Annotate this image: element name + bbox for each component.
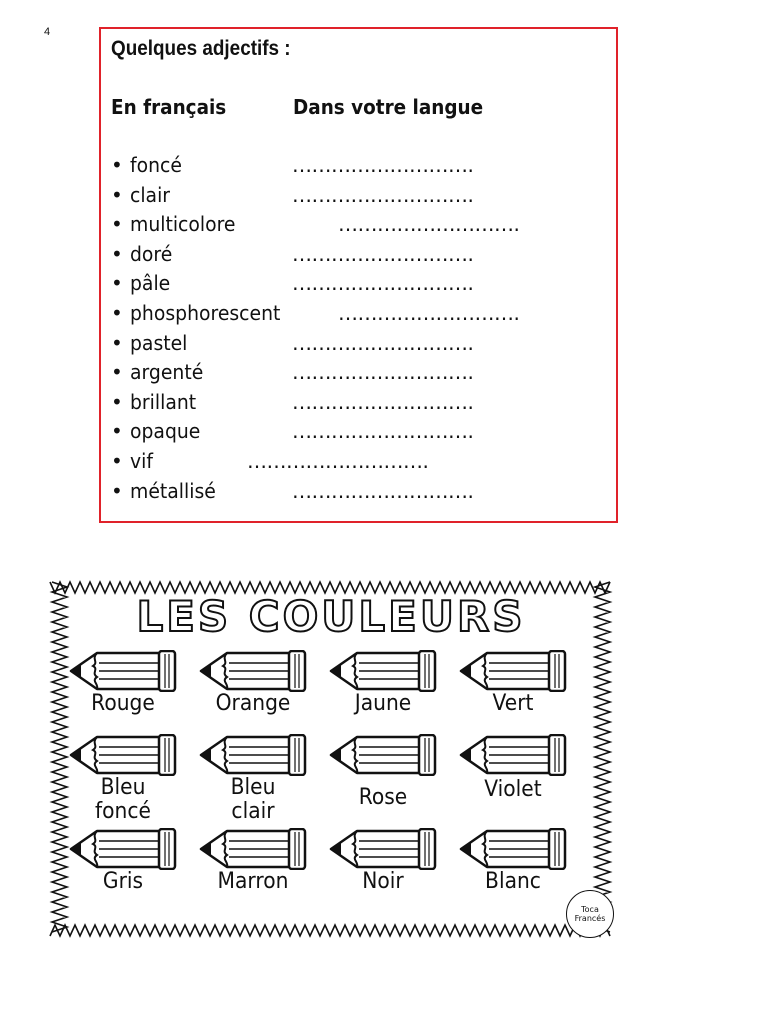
pencil-icon: [457, 650, 569, 692]
color-card: [448, 828, 578, 894]
list-item: [111, 183, 611, 213]
bullet-icon: •: [111, 478, 123, 503]
logo-text-line1: Toca: [581, 905, 599, 914]
adjective-word: phosphorescent: [130, 300, 281, 325]
list-item: [111, 419, 611, 449]
color-card: [58, 734, 188, 824]
list-item: [111, 212, 611, 242]
list-item: [111, 242, 611, 272]
adjectives-title: Quelques adjectifs :: [111, 37, 291, 60]
adjective-list: [111, 153, 611, 508]
adjective-word: opaque: [130, 419, 201, 444]
adjective-word: foncé: [130, 153, 182, 177]
color-card: [58, 650, 188, 716]
color-label: Bleu foncé: [95, 775, 151, 824]
color-label: Jaune: [354, 691, 412, 716]
pencil-icon: [67, 650, 179, 692]
color-label: Orange: [215, 691, 291, 716]
pencil-icon: [457, 828, 569, 870]
zigzag-edge: [50, 925, 610, 936]
adjective-word: brillant: [130, 389, 197, 414]
color-card: [448, 734, 578, 802]
pencil-icon: [327, 650, 439, 692]
color-card: [58, 828, 188, 894]
color-card: [188, 828, 318, 894]
bullet-icon: •: [111, 182, 123, 207]
answer-blank[interactable]: ……………………….: [292, 271, 474, 296]
bullet-icon: •: [111, 419, 123, 444]
colors-poster: [46, 578, 616, 940]
bullet-icon: •: [111, 389, 123, 414]
color-card: [318, 828, 448, 894]
list-item: [111, 301, 611, 331]
toca-frances-logo: [566, 890, 614, 938]
bullet-icon: •: [111, 300, 123, 325]
answer-blank[interactable]: ……………………….: [292, 330, 474, 355]
adjective-word: argenté: [130, 360, 204, 385]
adjective-word: pâle: [130, 271, 171, 296]
color-label: Marron: [217, 869, 289, 894]
list-item: [111, 271, 611, 301]
bullet-icon: •: [111, 360, 123, 385]
pencil-icon: [197, 650, 309, 692]
color-label: Noir: [362, 869, 404, 894]
logo-text-line2: Francés: [574, 914, 606, 923]
color-card: [318, 734, 448, 810]
color-card: [318, 650, 448, 716]
bullet-icon: •: [111, 271, 123, 296]
answer-blank[interactable]: ……………………….: [292, 241, 474, 266]
page-number: 4: [44, 26, 51, 38]
answer-blank[interactable]: ……………………….: [292, 182, 474, 207]
adjective-word: clair: [130, 182, 171, 207]
pencil-icon: [197, 828, 309, 870]
list-item: [111, 360, 611, 390]
list-item: [111, 479, 611, 509]
bullet-icon: •: [111, 330, 123, 355]
pencil-icon: [67, 828, 179, 870]
adjective-word: vif: [130, 448, 153, 473]
adjective-word: métallisé: [130, 478, 216, 503]
pencil-icon: [67, 734, 179, 776]
bullet-icon: •: [111, 448, 123, 473]
answer-blank[interactable]: ……………………….: [292, 419, 474, 444]
colors-title: LES COULEURS: [136, 592, 526, 641]
answer-blank[interactable]: ……………………….: [292, 153, 474, 177]
adjective-word: pastel: [130, 330, 188, 355]
list-item: [111, 449, 611, 479]
adjective-word: multicolore: [130, 212, 236, 237]
color-label: Blanc: [485, 869, 541, 894]
color-card: [188, 650, 318, 716]
header-french: En français: [111, 95, 227, 119]
list-item: [111, 153, 611, 183]
answer-blank[interactable]: ……………………….: [247, 448, 429, 473]
list-item: [111, 390, 611, 420]
bullet-icon: •: [111, 153, 123, 177]
color-label: Vert: [492, 691, 534, 716]
color-card: [448, 650, 578, 716]
pencil-icon: [327, 828, 439, 870]
color-label: Bleu clair: [230, 775, 276, 824]
answer-blank[interactable]: ……………………….: [292, 360, 474, 385]
pencil-icon: [457, 734, 569, 776]
color-label: Rouge: [91, 691, 155, 716]
answer-blank[interactable]: ……………………….: [292, 478, 474, 503]
pencil-icon: [327, 734, 439, 776]
answer-blank[interactable]: ……………………….: [338, 212, 520, 237]
color-card: [188, 734, 318, 824]
bullet-icon: •: [111, 241, 123, 266]
header-your-language: Dans votre langue: [293, 95, 484, 119]
color-label: Violet: [484, 777, 542, 802]
adjective-word: doré: [130, 241, 173, 266]
color-label: Rose: [358, 785, 408, 810]
bullet-icon: •: [111, 212, 123, 237]
color-label: Gris: [102, 869, 144, 894]
answer-blank[interactable]: ……………………….: [338, 300, 520, 325]
answer-blank[interactable]: ……………………….: [292, 389, 474, 414]
list-item: [111, 331, 611, 361]
adjectives-box: [99, 27, 618, 523]
pencil-icon: [197, 734, 309, 776]
